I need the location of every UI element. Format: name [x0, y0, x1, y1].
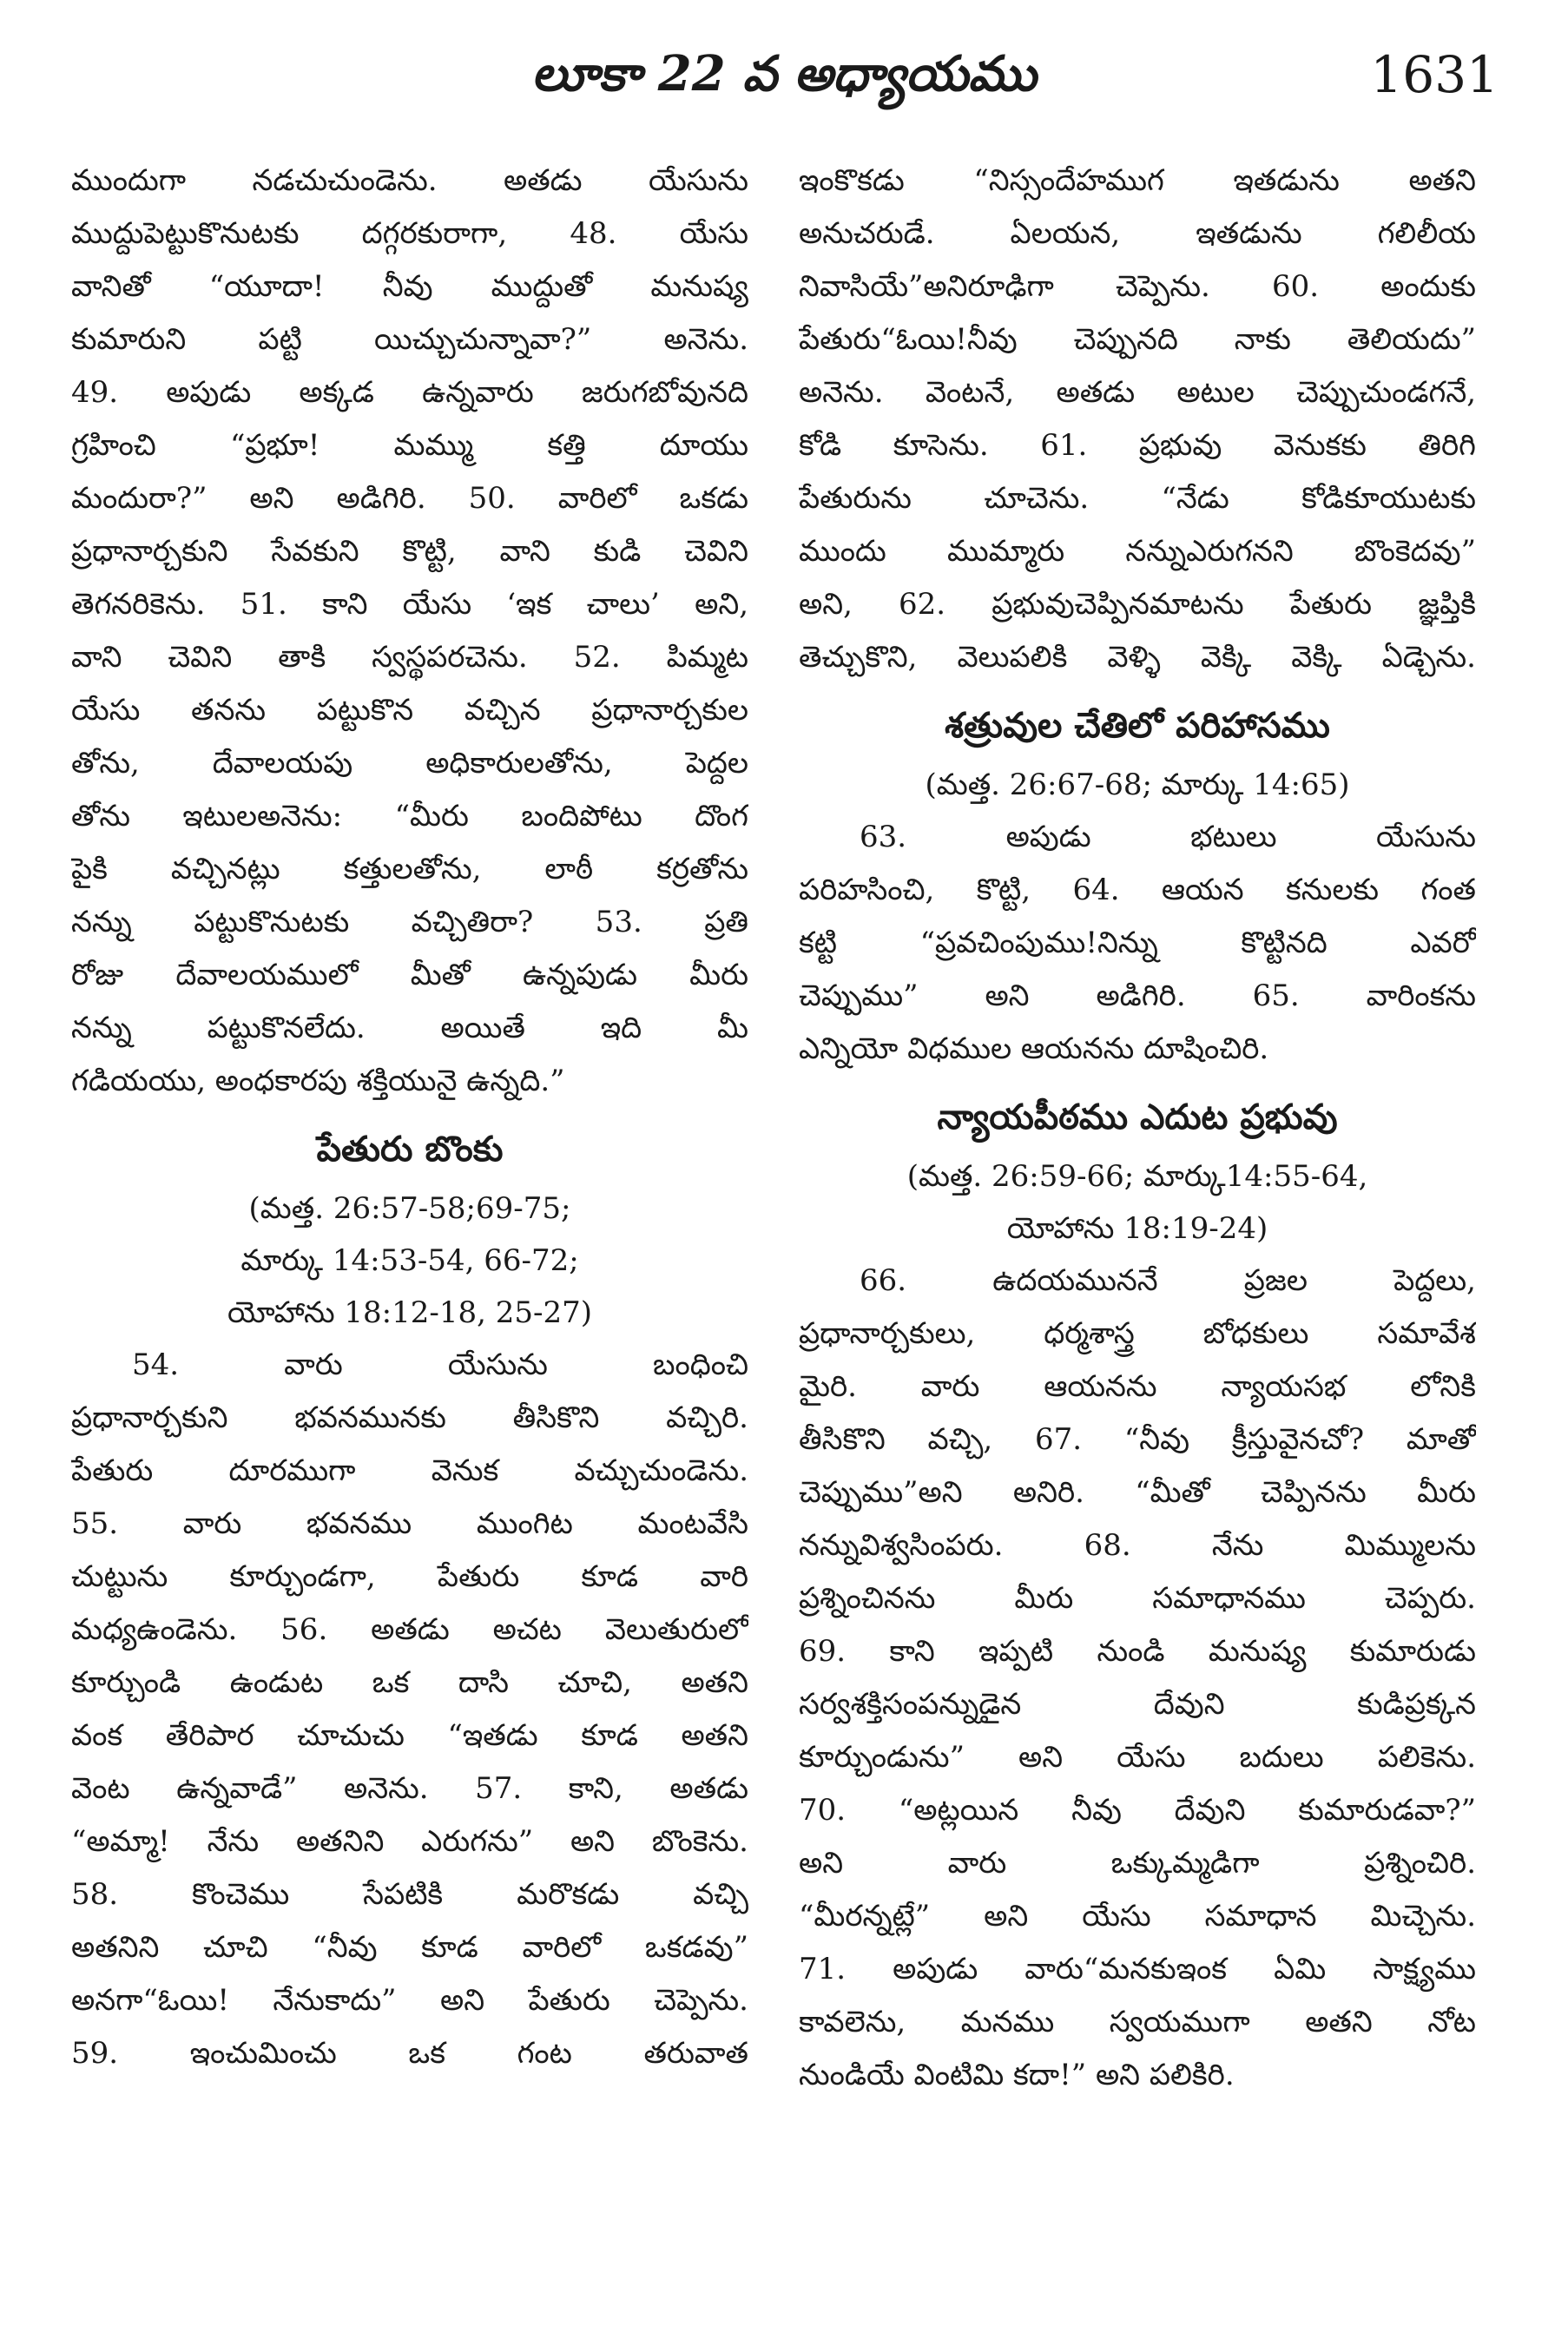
- text-line: అని, 62. ప్రభువుచెప్పినమాటను పేతురు జ్ఞప్తికి: [799, 587, 1476, 622]
- text-line: పేతురు“ఓయి!నీవు చెప్పునది నాకు తెలియదు”: [799, 322, 1476, 357]
- text-line: కుమారుని పట్టి యిచ్చుచున్నావా?” అనెను.: [71, 322, 748, 357]
- text-line: ప్రధానార్చకులు, ధర్మశాస్త్ర బోధకులు సమావేశ: [799, 1316, 1476, 1351]
- text-line: కోడి కూసెను. 61. ప్రభువు వెనుకకు తిరిగి: [799, 428, 1476, 463]
- text-line: 69. కాని ఇప్పటి నుండి మనుష్య కుమారుడు: [799, 1634, 1476, 1669]
- text-line: కట్టి “ప్రవచింపుము!నిన్ను కొట్టినది ఎవరో: [799, 926, 1476, 960]
- text-line: కూర్చుండి ఉండుట ఒక దాసి చూచి, అతని: [71, 1665, 748, 1700]
- text-line: 58. కొంచెము సేపటికి మరొకడు వచ్చి: [71, 1877, 748, 1912]
- text-line: ముందు ముమ్మారు నన్నుఎరుగనని బొంకెదవు”: [799, 534, 1476, 569]
- text-line: నుండియే వింటిమి కదా!” అని పలికిరి.: [799, 2058, 1235, 2092]
- text-line: “మీరన్నట్లే” అని యేసు సమాధాన మిచ్చెను.: [799, 1899, 1476, 1934]
- text-line: గ్రహించి “ప్రభూ! మమ్ము కత్తి దూయు: [71, 428, 748, 463]
- text-line: వంక తేరిపార చూచుచు “ఇతడు కూడ అతని: [71, 1718, 748, 1753]
- text-line: నివాసియే”అనిరూఢిగా చెప్పెను. 60. అందుకు: [799, 269, 1476, 304]
- cross-reference: (మత్త. 26:59-66; మార్కు14:55-64,: [906, 1159, 1368, 1194]
- text-line: తోను ఇటులఅనెను: “మీరు బందిపోటు దొంగ: [71, 799, 748, 833]
- text-line: అనెను. వెంటనే, అతడు అటుల చెప్పుచుండగనే,: [799, 375, 1476, 410]
- text-line: తెచ్చుకొని, వెలుపలికి వెళ్ళి వెక్కి వెక్కి ఏడ్చెను.: [799, 640, 1476, 675]
- text-line: ప్రధానార్చకుని సేవకుని కొట్టి, వాని కుడి చెవిని: [71, 534, 748, 569]
- text-line: మందురా?” అని అడిగిరి. 50. వారిలో ఒకడు: [71, 481, 748, 516]
- section-heading: పేతురు బొంకు: [316, 1129, 504, 1169]
- text-line: తోను, దేవాలయపు అధికారులతోను, పెద్దల: [71, 746, 748, 781]
- running-title: లూకా 22 వ అధ్యాయము: [531, 45, 1037, 102]
- text-line: వెంట ఉన్నవాడే” అనెను. 57. కాని, అతడు: [71, 1771, 748, 1806]
- text-line: 55. వారు భవనము ముంగిట మంటవేసి: [71, 1506, 748, 1541]
- text-line: యేసు తనను పట్టుకొన వచ్చిన ప్రధానార్చకుల: [71, 693, 748, 728]
- page-number: 1631: [1370, 45, 1499, 104]
- text-line: అనుచరుడే. ఏలయన, ఇతడును గలిలీయ: [799, 216, 1476, 251]
- text-line: కావలెను, మనము స్వయముగా అతని నోట: [799, 2005, 1476, 2039]
- text-line: 66. ఉదయముననే ప్రజల పెద్దలు,: [860, 1263, 1476, 1298]
- text-line: నన్నువిశ్వసింపరు. 68. నేను మిమ్ములను: [799, 1528, 1476, 1563]
- text-line: అతనిని చూచి “నీవు కూడ వారిలో ఒకడవు”: [71, 1930, 748, 1965]
- cross-reference: (మత్త. 26:57-58;69-75;: [248, 1191, 571, 1226]
- text-line: ముద్దుపెట్టుకొనుటకు దగ్గరకురాగా, 48. యేసు: [71, 216, 748, 251]
- text-line: పేతురు దూరముగా వెనుక వచ్చుచుండెను.: [71, 1453, 748, 1488]
- text-line: ఎన్నియో విధముల ఆయనను దూషించిరి.: [799, 1031, 1269, 1066]
- text-line: ఇంకొకడు “నిస్సందేహముగ ఇతడును అతని: [799, 163, 1476, 198]
- text-line: 59. ఇంచుమించు ఒక గంట తరువాత: [71, 2036, 748, 2071]
- text-line: “అమ్మా! నేను అతనిని ఎరుగను” అని బొంకెను.: [71, 1824, 748, 1859]
- text-line: వానితో “యూదా! నీవు ముద్దుతో మనుష్య: [71, 269, 748, 304]
- text-line: అనగా“ఓయి! నేనుకాదు” అని పేతురు చెప్పెను.: [71, 1983, 748, 2018]
- text-line: వాని చెవిని తాకి స్వస్థపరచెను. 52. పిమ్మట: [71, 640, 748, 675]
- text-line: అని వారు ఒక్కుమ్మడిగా ప్రశ్నించిరి.: [799, 1846, 1476, 1881]
- text-line: ముందుగా నడచుచుండెను. అతడు యేసును: [71, 163, 748, 198]
- text-line: చెప్పుము” అని అడిగిరి. 65. వారింకను: [799, 978, 1476, 1013]
- text-line: చెప్పుము”అని అనిరి. “మీతో చెప్పినను మీరు: [799, 1475, 1476, 1510]
- right-column: [799, 155, 1476, 2102]
- text-line: మైరి. వారు ఆయనను న్యాయసభ లోనికి: [799, 1369, 1476, 1404]
- text-line: తెగనరికెను. 51. కాని యేసు ‘ఇక చాలు’ అని,: [71, 587, 748, 622]
- cross-reference: మార్కు 14:53-54, 66-72;: [240, 1243, 579, 1278]
- text-line: సర్వశక్తిసంపన్నుడైన దేవుని కుడిప్రక్కన: [799, 1687, 1476, 1722]
- text-line: 63. అపుడు భటులు యేసును: [860, 820, 1476, 854]
- left-column: [71, 155, 748, 2080]
- text-line: పరిహసించి, కొట్టి, 64. ఆయన కనులకు గంత: [799, 873, 1476, 907]
- text-line: గడియయు, అంధకారపు శక్తియునై ఉన్నది.”: [71, 1064, 565, 1098]
- text-line: కూర్చుండును” అని యేసు బదులు పలికెను.: [799, 1740, 1476, 1775]
- text-line: చుట్టును కూర్చుండగా, పేతురు కూడ వారి: [71, 1559, 748, 1594]
- text-line: నన్ను పట్టుకొనుటకు వచ్చితిరా? 53. ప్రతి: [71, 905, 748, 939]
- cross-reference: యోహాను 18:19-24): [1006, 1211, 1268, 1246]
- text-line: 54. వారు యేసును బంధించి: [132, 1347, 748, 1382]
- text-line: ప్రశ్నించినను మీరు సమాధానము చెప్పరు.: [799, 1581, 1476, 1616]
- cross-reference: యోహాను 18:12-18, 25-27): [227, 1295, 593, 1330]
- page-header: [69, 36, 1499, 115]
- text-line: 71. అపుడు వారు“మనకుఇంక ఏమి సాక్ష్యము: [799, 1952, 1476, 1986]
- section-heading: శత్రువుల చేతిలో పరిహాసము: [945, 705, 1330, 746]
- text-line: తీసికొని వచ్చి, 67. “నీవు క్రీస్తువైనచో? మాతో: [799, 1422, 1476, 1457]
- text-line: ప్రధానార్చకుని భవనమునకు తీసికొని వచ్చిరి.: [71, 1400, 748, 1435]
- cross-reference: (మత్త. 26:67-68; మార్కు 14:65): [925, 768, 1350, 802]
- text-line: 70. “అట్లయిన నీవు దేవుని కుమారుడవా?”: [799, 1793, 1476, 1828]
- text-line: నన్ను పట్టుకొనలేదు. అయితే ఇది మీ: [71, 1011, 748, 1045]
- text-line: మధ్యఉండెను. 56. అతడు అచట వెలుతురులో: [71, 1612, 748, 1647]
- text-line: రోజు దేవాలయములో మీతో ఉన్నపుడు మీరు: [71, 958, 748, 992]
- text-line: 49. అపుడు అక్కడ ఉన్నవారు జరుగబోవునది: [71, 375, 748, 410]
- text-line: పైకి వచ్చినట్లు కత్తులతోను, లాఠీ కర్రతోను: [71, 852, 748, 886]
- section-heading: న్యాయపీఠము ఎదుట ప్రభువు: [937, 1097, 1338, 1137]
- text-line: పేతురును చూచెను. “నేడు కోడికూయుటకు: [799, 481, 1476, 516]
